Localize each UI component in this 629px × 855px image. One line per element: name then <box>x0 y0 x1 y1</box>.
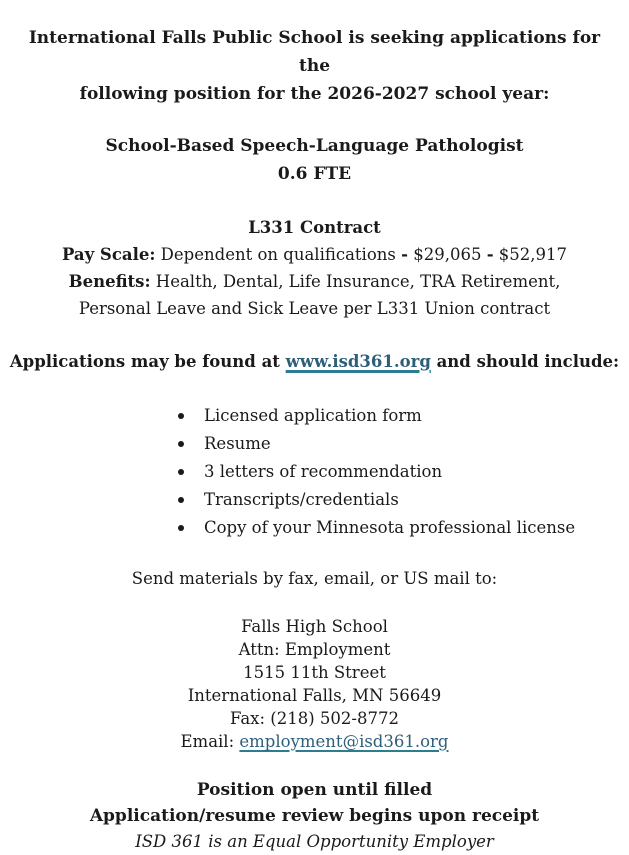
list-item: Copy of your Minnesota professional license <box>176 514 629 542</box>
address-line-4: International Falls, MN 56649 <box>187 686 442 705</box>
intro-line-1: International Falls Public School is seeking applications for the <box>28 28 601 76</box>
pay-min: $29,065 <box>407 245 487 264</box>
equal-opportunity-statement: ISD 361 is an Equal Opportunity Employer <box>135 832 494 851</box>
apply-prefix: Applications may be found at <box>9 352 286 371</box>
intro-heading <box>20 24 609 108</box>
pay-scale-text: Dependent on qualifications <box>155 245 402 264</box>
list-item: Licensed application form <box>176 402 629 430</box>
pay-max: $52,917 <box>493 245 568 264</box>
benefits-line-1 <box>0 268 629 295</box>
address-line-1: Falls High School <box>241 617 388 636</box>
send-instructions: Send materials by fax, email, or US mail to: <box>131 569 498 588</box>
address-line-2: Attn: Employment <box>238 640 391 659</box>
contract-title: L331 Contract <box>248 218 381 237</box>
list-item: 3 letters of recommendation <box>176 458 629 486</box>
intro-line-2: following position for the 2026-2027 school year: <box>79 84 550 104</box>
closing-block <box>0 777 629 829</box>
address-line-3: 1515 11th Street <box>243 663 386 682</box>
email-link[interactable]: employment@isd361.org <box>239 732 449 751</box>
requirements-list <box>0 402 629 542</box>
email-line <box>0 730 629 753</box>
list-item: Resume <box>176 430 629 458</box>
pay-scale-line <box>0 241 629 268</box>
pay-dash-2: - <box>486 245 494 264</box>
position-title: School-Based Speech-Language Pathologist <box>105 136 524 156</box>
email-label: Email: <box>180 732 240 751</box>
benefits-line-2: Personal Leave and Sick Leave per L331 Union contract <box>78 299 551 318</box>
apply-line <box>0 348 629 376</box>
closing-line-2: Application/resume review begins upon receipt <box>89 806 540 826</box>
contract-block <box>0 214 629 322</box>
website-link[interactable]: www.isd361.org <box>285 352 431 371</box>
position-fte: 0.6 FTE <box>277 164 352 184</box>
pay-dash-1: - <box>401 245 408 264</box>
position-block <box>0 132 629 188</box>
fax-line: Fax: (218) 502-8772 <box>230 709 399 728</box>
apply-suffix: and should include: <box>430 352 620 371</box>
closing-line-1: Position open until filled <box>196 780 433 800</box>
pay-scale-label: Pay Scale: <box>61 245 156 264</box>
list-item: Transcripts/credentials <box>176 486 629 514</box>
mailing-address <box>0 615 629 753</box>
benefits-label: Benefits: <box>68 272 151 291</box>
benefits-text-1: Health, Dental, Life Insurance, TRA Retirement, <box>150 272 561 291</box>
